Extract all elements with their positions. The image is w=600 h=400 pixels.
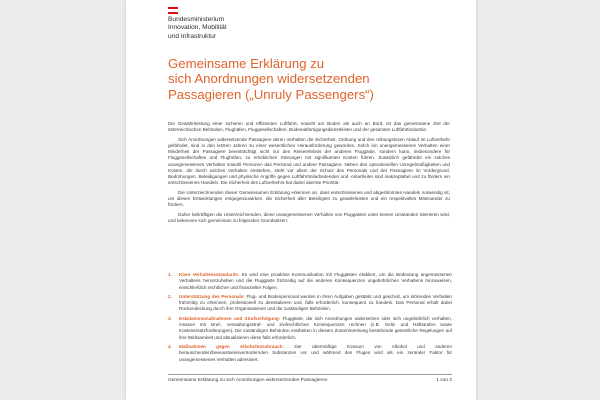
paragraph: Sich Anordnungen widersetzende Passagiere deren Verhalten die Sicherheit, Ordnung und den reibungslosen Ablauf im Luftverkehr gefährdet, sind in den letzten Jahren zu einer wesentlichen Herausforderung geworden. Solch ein unangemessenes Verhalten einer Minderheit der Passagiere beeinträchtigt nicht nur den Reiseerlebnis der anderen Fluggäste, sondern kann, insbesondere für Fluggesellschaften und Flughäfen, zu erheblichen Störungen mit signifikanten Kosten führen. Zusätzlich gefährdet ein solches unangemessenes Verhalten sowohl Personen das Personal und andere Passagiere. Neben den operationellen Unregelmäßigkeiten und Kosten, die durch solches Verhalten entstehen, steht vor allem der Schutz des Personals und der Passagiere im Vordergrund. Bedrohungen, Beleidigungen und physische Angriffe gegen Luftfahrtmitarbeitenden und -mitarbeiter sind inakzeptabel und zu fördern ein entschlossenes Handeln. Die Sicherheit des Luftverkehrs hat dabei oberste Priorität. xyxy=(168,136,450,186)
list-number: 3. xyxy=(168,315,172,321)
list-item xyxy=(168,272,452,291)
footer-title: Gemeinsame Erklärung zu sich Anordnungen widersetzenden Passagieren xyxy=(168,378,328,383)
page-footer xyxy=(168,378,452,383)
paragraph: Die Unterzeichnenden dieser Gemeinsamen Erklärung erkennen an, dass entschlossenes und abgestimmtes Handeln notwendig ist, um diesen Entwicklungen entgegenzuwirken, die Sicherheit aller Beteiligten zu gewährleisten und ein respektvolles Miteinander zu fördern. xyxy=(168,189,450,208)
list-number: 1. xyxy=(168,272,172,277)
list-item-text: Der übermäßige Konsum von Alkohol und anderen berauschenden/bewusstseinsverändernden Substanzen vor und während des Fluges wird als ein zentraler Faktor für unangemessenes Verhalten adressiert. xyxy=(179,344,452,362)
list-number: 4. xyxy=(168,344,172,350)
list-item xyxy=(168,316,452,341)
org-name: Bundesministerium Innovation, Mobilität und Infrastruktur xyxy=(168,16,227,40)
list-item xyxy=(168,344,452,363)
document-page xyxy=(126,0,476,400)
document-title: Gemeinsame Erklärung zu sich Anordnungen widersetzenden Passagieren („Unruly Passengers“) xyxy=(168,56,374,102)
ministry-logo xyxy=(168,7,298,41)
list-item xyxy=(168,294,452,313)
paragraph: Die Gewährleistung einer sicheren und effizienten Luftfahrt, sowohl am Boden als auch an Bord, ist das gemeinsame Ziel der österreichischen Behörden, Flughäfen, Fluggesellschaften, Bodenabfertigungsdienstleister und der gesamten Luftfahrtindustrie. xyxy=(168,121,450,133)
list-item-heading: Klare Verhaltensstandards: xyxy=(179,272,240,277)
paragraph: Daher bekräftigen die Unterzeichnenden, diese unangemessenen Verhalten von Fluggästen unter keinen Umständen tolerieren wird, und bekennen sich gemeinsam zu folgenden Grundsätzen: xyxy=(168,211,450,224)
list-item-text: Fluggäste, die sich Anordnungen widersetzen oder sich ungebührlich verhalten, müssen mit straf-, verwaltungsstraf- und zivilrechtlichen Konsequenzen rechnen (z.B. Geld- und Haftstrafen sowie Kostenersatzforderungen). Die zuständigen Behörden erarbeiten in diesem Zusammenhang bestehende gesetzliche Regelungen auf ihre Wirksamkeit und aktualisieren diese falls erforderlich. xyxy=(179,315,452,340)
list-number: 2. xyxy=(168,293,172,299)
list-item-text: Es wird eine proaktive Kommunikation mit Fluggästen etabliert, um die Bedeutung angemessenen Verhaltens hervorzuheben und die Fluggäste frühzeitig auf die anderen Konsequenzen ungebührlichen Verhaltens hinzuweisen, einschließlich rechtlicher und finanzieller Folgen. xyxy=(179,272,452,290)
footer-divider xyxy=(168,374,452,375)
list-item-text: Flug- und Bodenpersonal werden in ihren Aufgaben gestärkt und geschult, um störendes Verhalten frühzeitig zu erkennen, professionell zu deeskalieren und, falls erforderlich, konsequent zu handeln. Das Personal erhält dabei Rückendeckung durch ihre Organisationen und die zuständigen Behörden. xyxy=(179,293,452,312)
page-number: 1 von 2 xyxy=(436,378,452,383)
principles-list xyxy=(168,272,452,366)
list-item-heading: Maßnahmen gegen Alkoholmissbrauch: xyxy=(179,344,285,350)
list-item-heading: Unterstützung des Personals: xyxy=(179,293,245,299)
document-body xyxy=(168,121,450,228)
list-item-heading: Eskalationsmaßnahmen und Strafverfolgung: xyxy=(179,315,281,321)
austrian-flag-icon xyxy=(168,7,178,14)
